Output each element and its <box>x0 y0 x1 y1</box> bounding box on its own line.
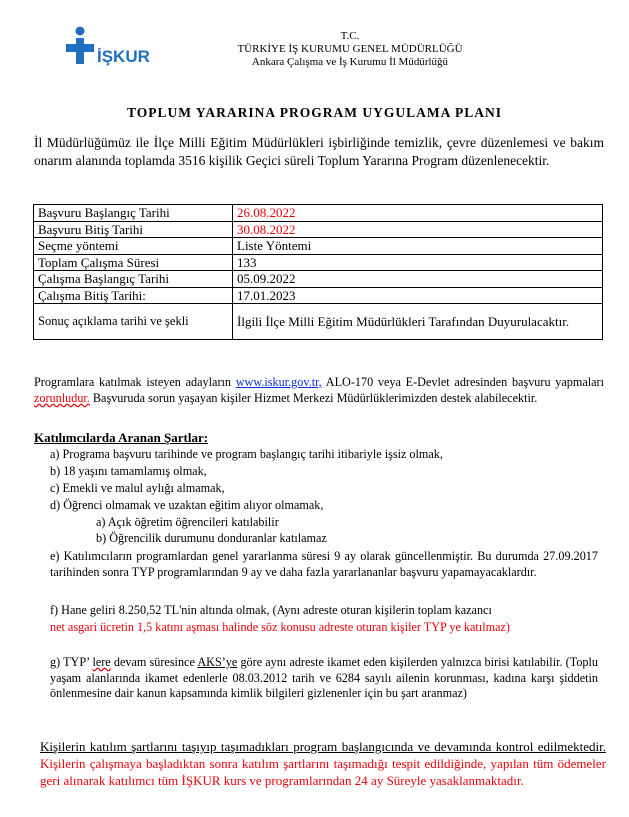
header-institution: TÜRKİYE İŞ KURUMU GENEL MÜDÜRLÜĞÜ <box>237 43 463 55</box>
requirement-g-text: göre aynı adreste ikamet eden kişilerden yalnızca birisi katılabilir. (Toplu yaşam alanlarında ikamet edenlerle 08.03.2012 tarih ve 6284 sayılı ailenin korunması, kadına karşı şiddetin önlenmesine dair kanun kapsamında kimlik bilgileri gizlenenler için bu şart aranmaz) <box>50 655 598 700</box>
table-row <box>34 254 603 271</box>
row-value: 05.09.2022 <box>233 271 603 288</box>
header-tc: T.C. <box>340 30 360 42</box>
table-row <box>34 238 603 255</box>
iskur-logo-mark <box>64 22 174 68</box>
requirements-heading: Katılımcılarda Aranan Şartlar: <box>34 430 209 445</box>
intro-paragraph: İl Müdürlüğümüz ile İlçe Milli Eğitim Müdürlükleri işbirliğinde temizlik, çevre düzenlemesi ve bakım onarım alanında toplamda 3516 kişilik Geçici süreli Toplum Yararına Program düzenlenecektir. <box>34 135 604 168</box>
table-row <box>34 287 603 304</box>
control-notice: Kişilerin katılım şartlarını taşıyıp taşımadıkları program başlangıcında ve devamında kontrol edilmektedir. <box>40 739 606 754</box>
row-label: Çalışma Başlangıç Tarihi <box>34 271 233 288</box>
table-row <box>34 205 603 222</box>
requirement-g <box>50 655 598 702</box>
row-value: 30.08.2022 <box>233 221 603 238</box>
requirement-g-text: devam süresince <box>110 655 198 669</box>
mandatory-word: zorunludur. <box>34 391 90 405</box>
row-label: Toplam Çalışma Süresi <box>34 254 233 271</box>
requirement-d-sub-b: b) Öğrencilik durumunu donduranlar katılamaz <box>96 531 327 545</box>
table-row <box>34 304 603 340</box>
requirement-d-sub-a: a) Açık öğretim öğrencileri katılabilir <box>96 515 279 529</box>
requirement-g-text: g) TYP’ <box>50 655 93 669</box>
document-title: TOPLUM YARARINA PROGRAM UYGULAMA PLANI <box>126 105 502 120</box>
requirement-f-condition: net asgari ücretin 1,5 katını aşması halinde söz konusu adreste oturan kişiler TYP ye katılmaz) <box>50 620 510 634</box>
requirement-d: d) Öğrenci olmamak ve uzaktan eğitim alıyor olmamak, <box>50 498 324 512</box>
row-label: Sonuç açıklama tarihi ve şekli <box>34 304 233 340</box>
logo-text: İŞKUR <box>97 47 150 66</box>
requirement-f: f) Hane geliri 8.250,52 TL'nin altında olmak, (Aynı adreste oturan kişilerin toplam kazancı <box>50 603 492 617</box>
application-paragraph <box>34 374 604 406</box>
requirement-e: e) Katılımcıların programlardan genel yararlanma süresi 9 ay olarak güncellenmiştir. Bu durumda 27.09.2017 tarihinden sonra TYP programlarından 9 ay ve daha fazla yararlananlar başvuru yapamayacaklardır. <box>50 549 598 579</box>
table-row <box>34 271 603 288</box>
row-value: 26.08.2022 <box>233 205 603 222</box>
iskur-logo <box>64 22 174 68</box>
requirement-g-suffix: lere <box>92 655 111 669</box>
closing-paragraph <box>40 738 606 789</box>
row-label: Başvuru Başlangıç Tarihi <box>34 205 233 222</box>
application-text: ALO-170 veya E-Devlet adresinden başvuru yapmaları <box>321 375 605 389</box>
row-value: İlgili İlçe Milli Eğitim Müdürlükleri Tarafından Duyurulacaktır. <box>233 304 603 340</box>
header-directorate: Ankara Çalışma ve İş Kurumu İl Müdürlüğü <box>251 56 449 68</box>
requirement-b: b) 18 yaşını tamamlamış olmak, <box>50 464 207 478</box>
application-text: Başvuruda sorun yaşayan kişiler Hizmet Merkezi Müdürlüklerimizden destek alabilecektir. <box>89 391 538 405</box>
requirement-g-aks: AKS’ye <box>197 655 238 669</box>
requirement-c: c) Emekli ve malul aylığı almamak, <box>50 481 225 495</box>
iskur-website-link[interactable]: www.iskur.gov.tr, <box>235 375 322 389</box>
row-label: Seçme yöntemi <box>34 238 233 255</box>
program-info-table <box>33 204 603 340</box>
row-value: Liste Yöntemi <box>233 238 603 255</box>
row-label: Çalışma Bitiş Tarihi: <box>34 287 233 304</box>
ban-notice: Kişilerin çalışmaya başladıktan sonra katılım şartlarını taşımadığı tespit edildiğinde, yapılan tüm ödemeler geri alınarak katılımcı tüm İŞKUR kurs ve programlarından 24 ay Süreyle yasaklanmaktadır. <box>40 756 606 788</box>
row-value: 133 <box>233 254 603 271</box>
row-label: Başvuru Bitiş Tarihi <box>34 221 233 238</box>
application-text: Programlara katılmak isteyen adayların <box>34 375 236 389</box>
row-value: 17.01.2023 <box>233 287 603 304</box>
requirement-a: a) Programa başvuru tarihinde ve program başlangıç tarihi itibariyle işsiz olmak, <box>50 447 443 461</box>
table-row <box>34 221 603 238</box>
